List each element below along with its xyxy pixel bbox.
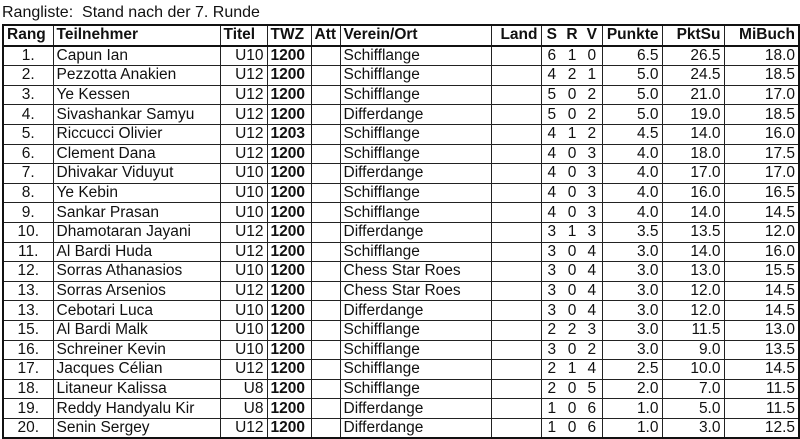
cell-v: 4 [582,262,602,282]
table-row [3,222,799,242]
cell-att [311,85,340,105]
cell-mibuch: 16.0 [724,242,799,262]
cell-teilnehmer: Reddy Handyalu Kir [53,399,220,419]
cell-mibuch: 13.0 [724,320,799,340]
cell-r: 0 [562,85,582,105]
cell-verein: Differdange [340,418,491,438]
cell-teilnehmer: Clement Dana [53,144,220,164]
cell-att [311,105,340,125]
cell-pktsu: 11.5 [662,320,724,340]
cell-s: 4 [541,144,562,164]
cell-v: 2 [582,340,602,360]
cell-s: 5 [541,85,562,105]
cell-pktsu: 14.0 [662,203,724,223]
cell-att [311,262,340,282]
cell-titel: U12 [220,124,267,144]
cell-att [311,379,340,399]
cell-rang: 1. [3,46,53,66]
cell-r: 1 [562,360,582,380]
cell-twz: 1200 [267,418,311,438]
cell-v: 4 [582,242,602,262]
cell-land [491,340,541,360]
cell-rang: 19. [3,399,53,419]
cell-teilnehmer: Ye Kebin [53,183,220,203]
cell-land [491,379,541,399]
cell-pktsu: 24.5 [662,66,724,86]
cell-teilnehmer: Pezzotta Anakien [53,66,220,86]
cell-titel: U12 [220,105,267,125]
cell-rang: 6. [3,144,53,164]
cell-titel: U8 [220,379,267,399]
cell-twz: 1200 [267,320,311,340]
cell-s: 3 [541,222,562,242]
cell-mibuch: 12.0 [724,222,799,242]
cell-mibuch: 14.5 [724,301,799,321]
table-row [3,144,799,164]
cell-mibuch: 14.5 [724,360,799,380]
cell-mibuch: 11.5 [724,379,799,399]
cell-twz: 1200 [267,340,311,360]
cell-land [491,242,541,262]
header-r: R [562,25,582,46]
cell-verein: Chess Star Roes [340,262,491,282]
table-row [3,301,799,321]
table-row [3,164,799,184]
cell-r: 1 [562,46,582,66]
cell-titel: U10 [220,183,267,203]
cell-twz: 1200 [267,399,311,419]
cell-verein: Schifflange [340,85,491,105]
cell-land [491,105,541,125]
cell-v: 6 [582,418,602,438]
table-row [3,281,799,301]
cell-att [311,46,340,66]
cell-teilnehmer: Litaneur Kalissa [53,379,220,399]
cell-verein: Schifflange [340,379,491,399]
cell-land [491,281,541,301]
cell-s: 4 [541,124,562,144]
cell-teilnehmer: Cebotari Luca [53,301,220,321]
cell-att [311,203,340,223]
cell-mibuch: 18.5 [724,66,799,86]
cell-twz: 1200 [267,66,311,86]
cell-rang: 9. [3,203,53,223]
cell-punkte: 3.0 [602,340,662,360]
cell-s: 5 [541,105,562,125]
cell-teilnehmer: Schreiner Kevin [53,340,220,360]
cell-v: 1 [582,66,602,86]
cell-twz: 1200 [267,203,311,223]
cell-teilnehmer: Sivashankar Samyu [53,105,220,125]
cell-mibuch: 15.5 [724,262,799,282]
cell-twz: 1200 [267,183,311,203]
cell-punkte: 3.0 [602,301,662,321]
table-row [3,262,799,282]
cell-punkte: 3.0 [602,320,662,340]
cell-land [491,144,541,164]
table-row [3,379,799,399]
cell-v: 3 [582,222,602,242]
cell-land [491,301,541,321]
cell-mibuch: 14.5 [724,281,799,301]
cell-teilnehmer: Capun Ian [53,46,220,66]
cell-rang: 15. [3,320,53,340]
cell-v: 3 [582,320,602,340]
table-row [3,183,799,203]
cell-att [311,301,340,321]
cell-att [311,164,340,184]
cell-punkte: 3.0 [602,262,662,282]
cell-titel: U10 [220,164,267,184]
cell-punkte: 6.5 [602,46,662,66]
cell-pktsu: 14.0 [662,242,724,262]
cell-rang: 8. [3,183,53,203]
cell-r: 0 [562,340,582,360]
cell-twz: 1200 [267,164,311,184]
cell-pktsu: 16.0 [662,183,724,203]
table-row [3,242,799,262]
cell-s: 4 [541,66,562,86]
cell-mibuch: 18.0 [724,46,799,66]
cell-v: 3 [582,164,602,184]
cell-pktsu: 14.0 [662,124,724,144]
cell-titel: U12 [220,418,267,438]
cell-land [491,46,541,66]
cell-punkte: 4.5 [602,124,662,144]
cell-teilnehmer: Dhivakar Viduyut [53,164,220,184]
cell-verein: Differdange [340,105,491,125]
header-mibuch: MiBuch [724,25,799,46]
cell-punkte: 4.0 [602,164,662,184]
cell-titel: U10 [220,262,267,282]
header-rang: Rang [3,25,53,46]
cell-pktsu: 12.0 [662,301,724,321]
cell-twz: 1200 [267,281,311,301]
cell-teilnehmer: Riccucci Olivier [53,124,220,144]
cell-s: 1 [541,399,562,419]
cell-att [311,183,340,203]
header-land: Land [491,25,541,46]
cell-s: 3 [541,242,562,262]
cell-land [491,66,541,86]
cell-land [491,360,541,380]
cell-v: 4 [582,301,602,321]
table-row [3,203,799,223]
cell-teilnehmer: Sankar Prasan [53,203,220,223]
cell-pktsu: 13.5 [662,222,724,242]
cell-mibuch: 18.5 [724,105,799,125]
cell-r: 0 [562,399,582,419]
cell-rang: 17. [3,360,53,380]
cell-punkte: 2.5 [602,360,662,380]
cell-rang: 12. [3,262,53,282]
cell-att [311,144,340,164]
cell-land [491,399,541,419]
table-row [3,340,799,360]
cell-s: 3 [541,301,562,321]
cell-r: 2 [562,66,582,86]
cell-rang: 20. [3,418,53,438]
cell-teilnehmer: Dhamotaran Jayani [53,222,220,242]
cell-verein: Chess Star Roes [340,281,491,301]
header-twz: TWZ [267,25,311,46]
cell-titel: U12 [220,242,267,262]
cell-land [491,164,541,184]
cell-land [491,262,541,282]
cell-land [491,85,541,105]
cell-s: 2 [541,320,562,340]
cell-r: 1 [562,222,582,242]
table-row [3,46,799,66]
table-row [3,399,799,419]
cell-v: 6 [582,399,602,419]
cell-r: 0 [562,262,582,282]
cell-pktsu: 26.5 [662,46,724,66]
cell-twz: 1200 [267,262,311,282]
cell-mibuch: 12.5 [724,418,799,438]
cell-r: 0 [562,144,582,164]
cell-land [491,203,541,223]
cell-att [311,242,340,262]
cell-s: 3 [541,340,562,360]
cell-r: 0 [562,105,582,125]
cell-r: 0 [562,379,582,399]
cell-mibuch: 13.5 [724,340,799,360]
cell-pktsu: 7.0 [662,379,724,399]
cell-twz: 1200 [267,46,311,66]
cell-att [311,360,340,380]
cell-verein: Differdange [340,399,491,419]
cell-titel: U12 [220,360,267,380]
cell-rang: 7. [3,164,53,184]
cell-v: 2 [582,105,602,125]
cell-land [491,183,541,203]
cell-att [311,222,340,242]
cell-twz: 1200 [267,379,311,399]
cell-pktsu: 5.0 [662,399,724,419]
cell-teilnehmer: Jacques Célian [53,360,220,380]
cell-twz: 1200 [267,360,311,380]
cell-v: 3 [582,203,602,223]
cell-punkte: 2.0 [602,379,662,399]
cell-rang: 11. [3,242,53,262]
cell-twz: 1200 [267,222,311,242]
cell-rang: 10. [3,222,53,242]
cell-titel: U10 [220,46,267,66]
cell-r: 0 [562,203,582,223]
cell-punkte: 4.0 [602,144,662,164]
cell-verein: Differdange [340,222,491,242]
header-titel: Titel [220,25,267,46]
cell-att [311,340,340,360]
cell-land [491,124,541,144]
cell-rang: 13. [3,281,53,301]
cell-twz: 1200 [267,242,311,262]
cell-twz: 1200 [267,301,311,321]
cell-titel: U10 [220,301,267,321]
cell-punkte: 3.5 [602,222,662,242]
cell-verein: Differdange [340,301,491,321]
cell-pktsu: 9.0 [662,340,724,360]
cell-att [311,124,340,144]
cell-rang: 5. [3,124,53,144]
cell-twz: 1200 [267,105,311,125]
cell-land [491,320,541,340]
cell-rang: 16. [3,340,53,360]
cell-teilnehmer: Al Bardi Malk [53,320,220,340]
table-row [3,124,799,144]
cell-s: 2 [541,360,562,380]
cell-v: 4 [582,281,602,301]
cell-att [311,320,340,340]
cell-verein: Schifflange [340,66,491,86]
table-row [3,105,799,125]
table-row [3,66,799,86]
cell-rang: 4. [3,105,53,125]
cell-titel: U8 [220,399,267,419]
cell-twz: 1200 [267,85,311,105]
cell-rang: 13. [3,301,53,321]
cell-r: 1 [562,124,582,144]
cell-mibuch: 11.5 [724,399,799,419]
cell-verein: Schifflange [340,124,491,144]
cell-v: 5 [582,379,602,399]
cell-punkte: 4.0 [602,203,662,223]
header-s: S [541,25,562,46]
header-verein: Verein/Ort [340,25,491,46]
cell-punkte: 5.0 [602,105,662,125]
table-row [3,85,799,105]
table-row [3,418,799,438]
cell-teilnehmer: Al Bardi Huda [53,242,220,262]
cell-att [311,399,340,419]
cell-rang: 18. [3,379,53,399]
cell-s: 6 [541,46,562,66]
cell-punkte: 4.0 [602,183,662,203]
cell-titel: U12 [220,281,267,301]
cell-verein: Schifflange [340,340,491,360]
cell-verein: Schifflange [340,242,491,262]
table-row [3,320,799,340]
cell-pktsu: 3.0 [662,418,724,438]
cell-punkte: 5.0 [602,66,662,86]
cell-titel: U12 [220,144,267,164]
cell-r: 0 [562,183,582,203]
cell-pktsu: 21.0 [662,85,724,105]
table-header-row [3,25,799,46]
standings-body [3,46,799,439]
cell-punkte: 3.0 [602,242,662,262]
cell-r: 0 [562,301,582,321]
header-att: Att [311,25,340,46]
cell-s: 4 [541,203,562,223]
cell-pktsu: 19.0 [662,105,724,125]
cell-pktsu: 17.0 [662,164,724,184]
table-row [3,360,799,380]
cell-mibuch: 17.5 [724,144,799,164]
cell-twz: 1200 [267,144,311,164]
cell-mibuch: 16.5 [724,183,799,203]
header-punkte: Punkte [602,25,662,46]
cell-twz: 1203 [267,124,311,144]
cell-verein: Schifflange [340,46,491,66]
cell-punkte: 3.0 [602,281,662,301]
cell-mibuch: 17.0 [724,85,799,105]
cell-titel: U12 [220,66,267,86]
cell-teilnehmer: Sorras Arsenios [53,281,220,301]
cell-r: 2 [562,320,582,340]
header-pktsu: PktSu [662,25,724,46]
standings-caption: Rangliste: Stand nach der 7. Runde [2,4,260,21]
cell-titel: U10 [220,320,267,340]
cell-rang: 3. [3,85,53,105]
cell-att [311,66,340,86]
cell-land [491,222,541,242]
cell-v: 2 [582,85,602,105]
cell-titel: U10 [220,340,267,360]
cell-verein: Schifflange [340,360,491,380]
cell-v: 2 [582,124,602,144]
cell-r: 0 [562,418,582,438]
cell-v: 0 [582,46,602,66]
cell-mibuch: 17.0 [724,164,799,184]
cell-verein: Differdange [340,164,491,184]
header-teilnehmer: Teilnehmer [53,25,220,46]
cell-verein: Schifflange [340,144,491,164]
cell-att [311,281,340,301]
cell-punkte: 1.0 [602,399,662,419]
cell-titel: U10 [220,203,267,223]
cell-teilnehmer: Sorras Athanasios [53,262,220,282]
standings-table [2,24,800,439]
cell-v: 3 [582,144,602,164]
cell-r: 0 [562,242,582,262]
cell-s: 2 [541,379,562,399]
cell-rang: 2. [3,66,53,86]
cell-mibuch: 14.5 [724,203,799,223]
cell-s: 3 [541,281,562,301]
cell-punkte: 1.0 [602,418,662,438]
cell-pktsu: 10.0 [662,360,724,380]
cell-teilnehmer: Senin Sergey [53,418,220,438]
cell-r: 0 [562,281,582,301]
cell-teilnehmer: Ye Kessen [53,85,220,105]
cell-s: 1 [541,418,562,438]
cell-verein: Schifflange [340,320,491,340]
cell-s: 3 [541,262,562,282]
header-v: V [582,25,602,46]
cell-v: 3 [582,183,602,203]
cell-punkte: 5.0 [602,85,662,105]
cell-att [311,418,340,438]
cell-pktsu: 12.0 [662,281,724,301]
cell-mibuch: 16.0 [724,124,799,144]
cell-titel: U12 [220,85,267,105]
cell-verein: Schifflange [340,203,491,223]
cell-pktsu: 13.0 [662,262,724,282]
cell-v: 4 [582,360,602,380]
cell-land [491,418,541,438]
cell-s: 4 [541,183,562,203]
cell-titel: U12 [220,222,267,242]
cell-pktsu: 18.0 [662,144,724,164]
cell-r: 0 [562,164,582,184]
cell-s: 4 [541,164,562,184]
cell-verein: Schifflange [340,183,491,203]
